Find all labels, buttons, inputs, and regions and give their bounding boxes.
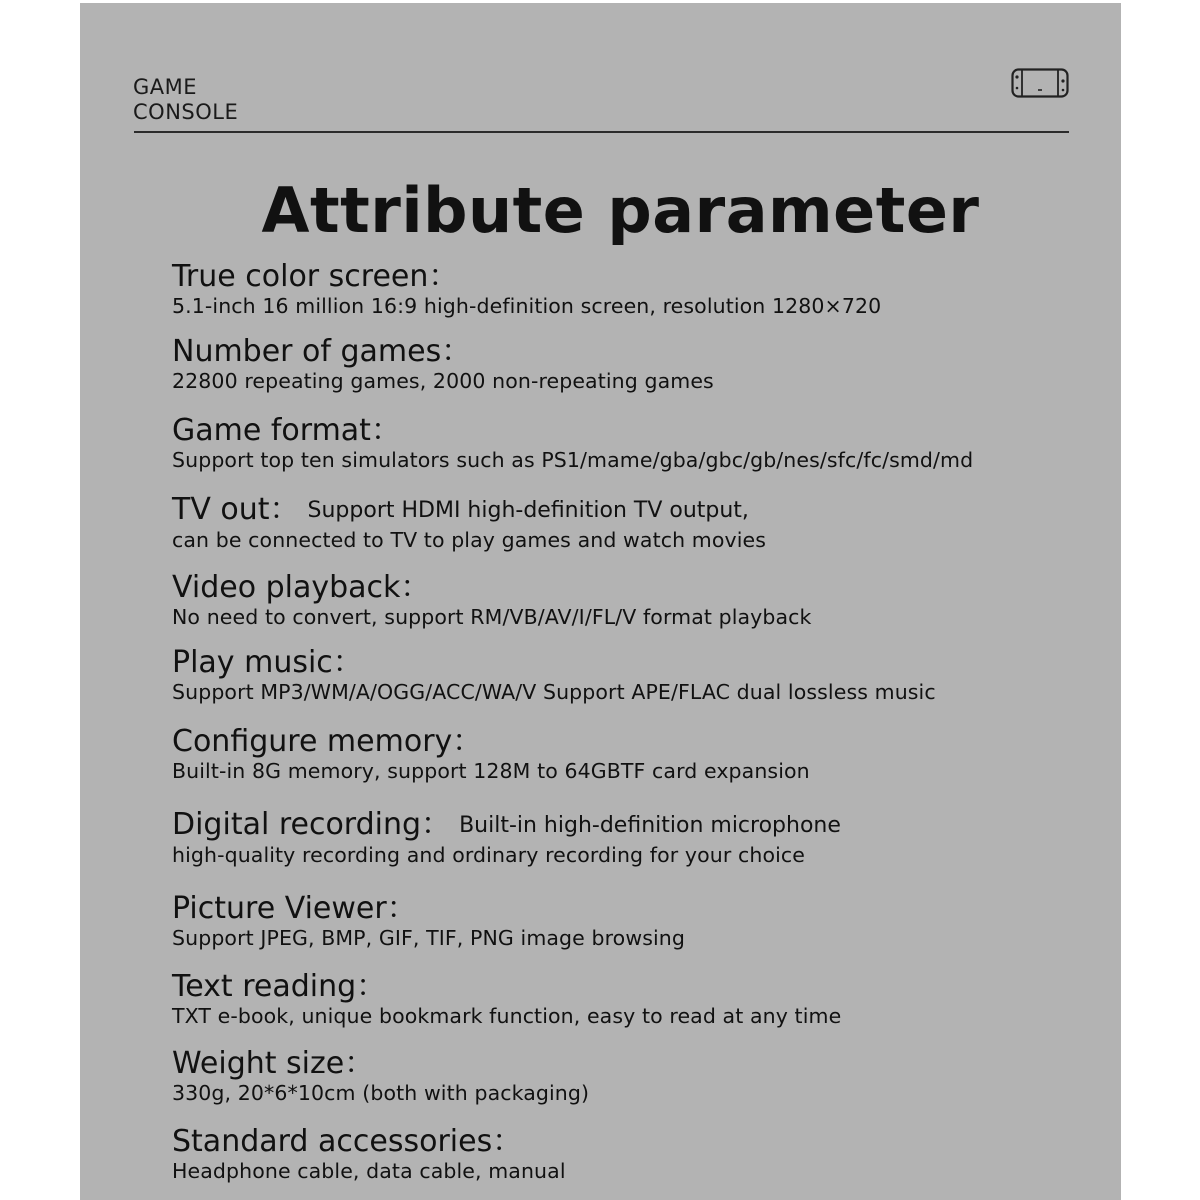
brand-line-1: GAME bbox=[133, 75, 198, 99]
spec-heading bbox=[172, 493, 1107, 528]
spec-item-format bbox=[172, 414, 1107, 472]
game-console-icon bbox=[1011, 68, 1069, 98]
spec-heading: Weight size： bbox=[172, 1046, 375, 1081]
spec-heading: Configure memory： bbox=[172, 724, 483, 759]
spec-item-music bbox=[172, 646, 1107, 704]
spec-heading-text: TV out： bbox=[172, 492, 300, 527]
spec-heading: Number of games： bbox=[172, 334, 472, 369]
spec-item-memory bbox=[172, 725, 1107, 783]
spec-item-video bbox=[172, 571, 1107, 629]
spec-item-games bbox=[172, 335, 1107, 393]
spec-value: Headphone cable, data cable, manual bbox=[172, 1159, 566, 1183]
spec-heading: Picture Viewer： bbox=[172, 891, 417, 926]
spec-item-accessories bbox=[172, 1125, 1107, 1183]
spec-heading: Standard accessories： bbox=[172, 1124, 523, 1159]
spec-inline-value: Built-in high-definition microphone bbox=[459, 813, 841, 838]
spec-value: high-quality recording and ordinary recording for your choice bbox=[172, 843, 805, 867]
header-divider bbox=[134, 131, 1069, 133]
spec-item-tv-out bbox=[172, 493, 1107, 552]
spec-value: 22800 repeating games, 2000 non-repeating games bbox=[172, 369, 714, 393]
spec-heading: Play music： bbox=[172, 645, 363, 680]
brand-line-2: CONSOLE bbox=[133, 100, 239, 124]
spec-heading-text: Digital recording： bbox=[172, 807, 452, 842]
spec-item-pictures bbox=[172, 892, 1107, 950]
spec-value: Support JPEG, BMP, GIF, TIF, PNG image browsing bbox=[172, 926, 685, 950]
spec-value: can be connected to TV to play games and watch movies bbox=[172, 528, 767, 552]
spec-item-weight bbox=[172, 1047, 1107, 1105]
spec-item-recording bbox=[172, 808, 1107, 867]
spec-item-text-reading bbox=[172, 970, 1107, 1028]
spec-value: Built-in 8G memory, support 128M to 64GBTF card expansion bbox=[172, 759, 810, 783]
spec-value: 330g, 20*6*10cm (both with packaging) bbox=[172, 1081, 590, 1105]
spec-inline-value: Support HDMI high-definition TV output, bbox=[307, 498, 749, 523]
page-title: Attribute parameter bbox=[261, 174, 980, 247]
spec-value: No need to convert, support RM/VB/AV/I/FL/V format playback bbox=[172, 605, 812, 629]
spec-heading: Video playback： bbox=[172, 570, 431, 605]
spec-sheet-panel bbox=[80, 3, 1121, 1200]
spec-value: TXT e-book, unique bookmark function, easy to read at any time bbox=[172, 1004, 842, 1028]
spec-heading bbox=[172, 808, 1107, 843]
brand-label bbox=[133, 75, 238, 125]
spec-value: 5.1-inch 16 million 16:9 high-definition screen, resolution 1280×720 bbox=[172, 294, 882, 318]
spec-item-screen bbox=[172, 260, 1107, 318]
spec-value: Support top ten simulators such as PS1/mame/gba/gbc/gb/nes/sfc/fc/smd/md bbox=[172, 448, 974, 472]
spec-value: Support MP3/WM/A/OGG/ACC/WA/V Support APE/FLAC dual lossless music bbox=[172, 680, 936, 704]
spec-heading: Text reading： bbox=[172, 969, 387, 1004]
spec-heading: Game format： bbox=[172, 413, 401, 448]
spec-heading: True color screen： bbox=[172, 259, 459, 294]
